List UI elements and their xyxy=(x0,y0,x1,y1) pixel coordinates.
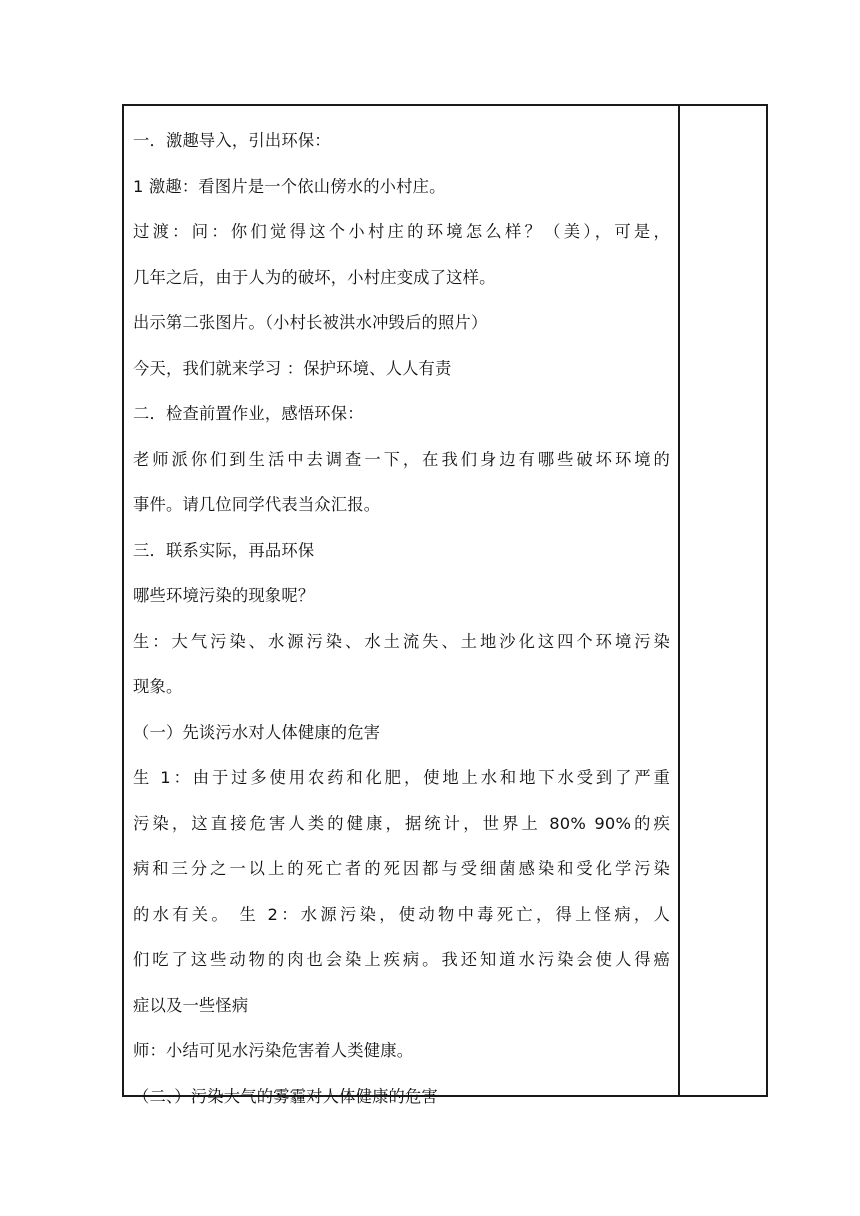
text-line: 事件。请几位同学代表当众汇报。 xyxy=(133,495,381,514)
text-line: 污染，这直接危害人类的健康，据统计，世界上 80% 90%的疾 xyxy=(133,813,670,833)
text-line: 生：大气污染、水源污染、水土流失、土地沙化这四个环境污染 xyxy=(133,631,670,651)
text-line: 的水有关。 生 2：水源污染，使动物中毒死亡，得上怪病，人 xyxy=(133,904,670,924)
text-line: 们吃了这些动物的肉也会染上疾病。我还知道水污染会使人得癌 xyxy=(133,950,670,969)
text-line: 今天，我们就来学习 ：保护环境、人人有责 xyxy=(133,358,452,378)
text-line: 几年之后，由于人为的破坏，小村庄变成了这样。 xyxy=(133,267,496,287)
text-line: 过渡：问：你们觉得这个小村庄的环境怎么样？（美），可是， xyxy=(133,222,670,241)
lesson-table xyxy=(122,104,768,1106)
text-line: 三．联系实际，再品环保 xyxy=(133,540,315,560)
text-line: 现象。 xyxy=(133,677,183,696)
text-line: 哪些环境污染的现象呢？ xyxy=(133,586,315,605)
text-line: 师：小结可见水污染危害着人类健康。 xyxy=(133,1041,414,1060)
text-line: （一）先谈污水对人体健康的危害 xyxy=(133,722,381,742)
text-line: 生 1：由于过多使用农药和化肥，使地上水和地下水受到了严重 xyxy=(133,768,670,787)
text-line: （二、）污染大气的雾霾对人体健康的危害 xyxy=(133,1086,439,1106)
text-line: 病和三分之一以上的死亡者的死因都与受细菌感染和受化学污染 xyxy=(133,859,670,878)
text-line: 症以及一些怪病 xyxy=(133,995,249,1015)
text-line: 出示第二张图片。（小村长被洪水冲毁后的照片） xyxy=(133,313,488,332)
text-line: 老师派你们到生活中去调查一下，在我们身边有哪些破坏环境的 xyxy=(133,449,670,469)
text-line: 二．检查前置作业，感悟环保： xyxy=(133,404,364,423)
text-line: 1 激趣：看图片是一个依山傍水的小村庄。 xyxy=(133,176,446,196)
notes-cell xyxy=(680,106,766,1095)
lesson-content-cell xyxy=(124,106,680,1106)
text-line: 一．激趣导入，引出环保： xyxy=(133,131,331,150)
